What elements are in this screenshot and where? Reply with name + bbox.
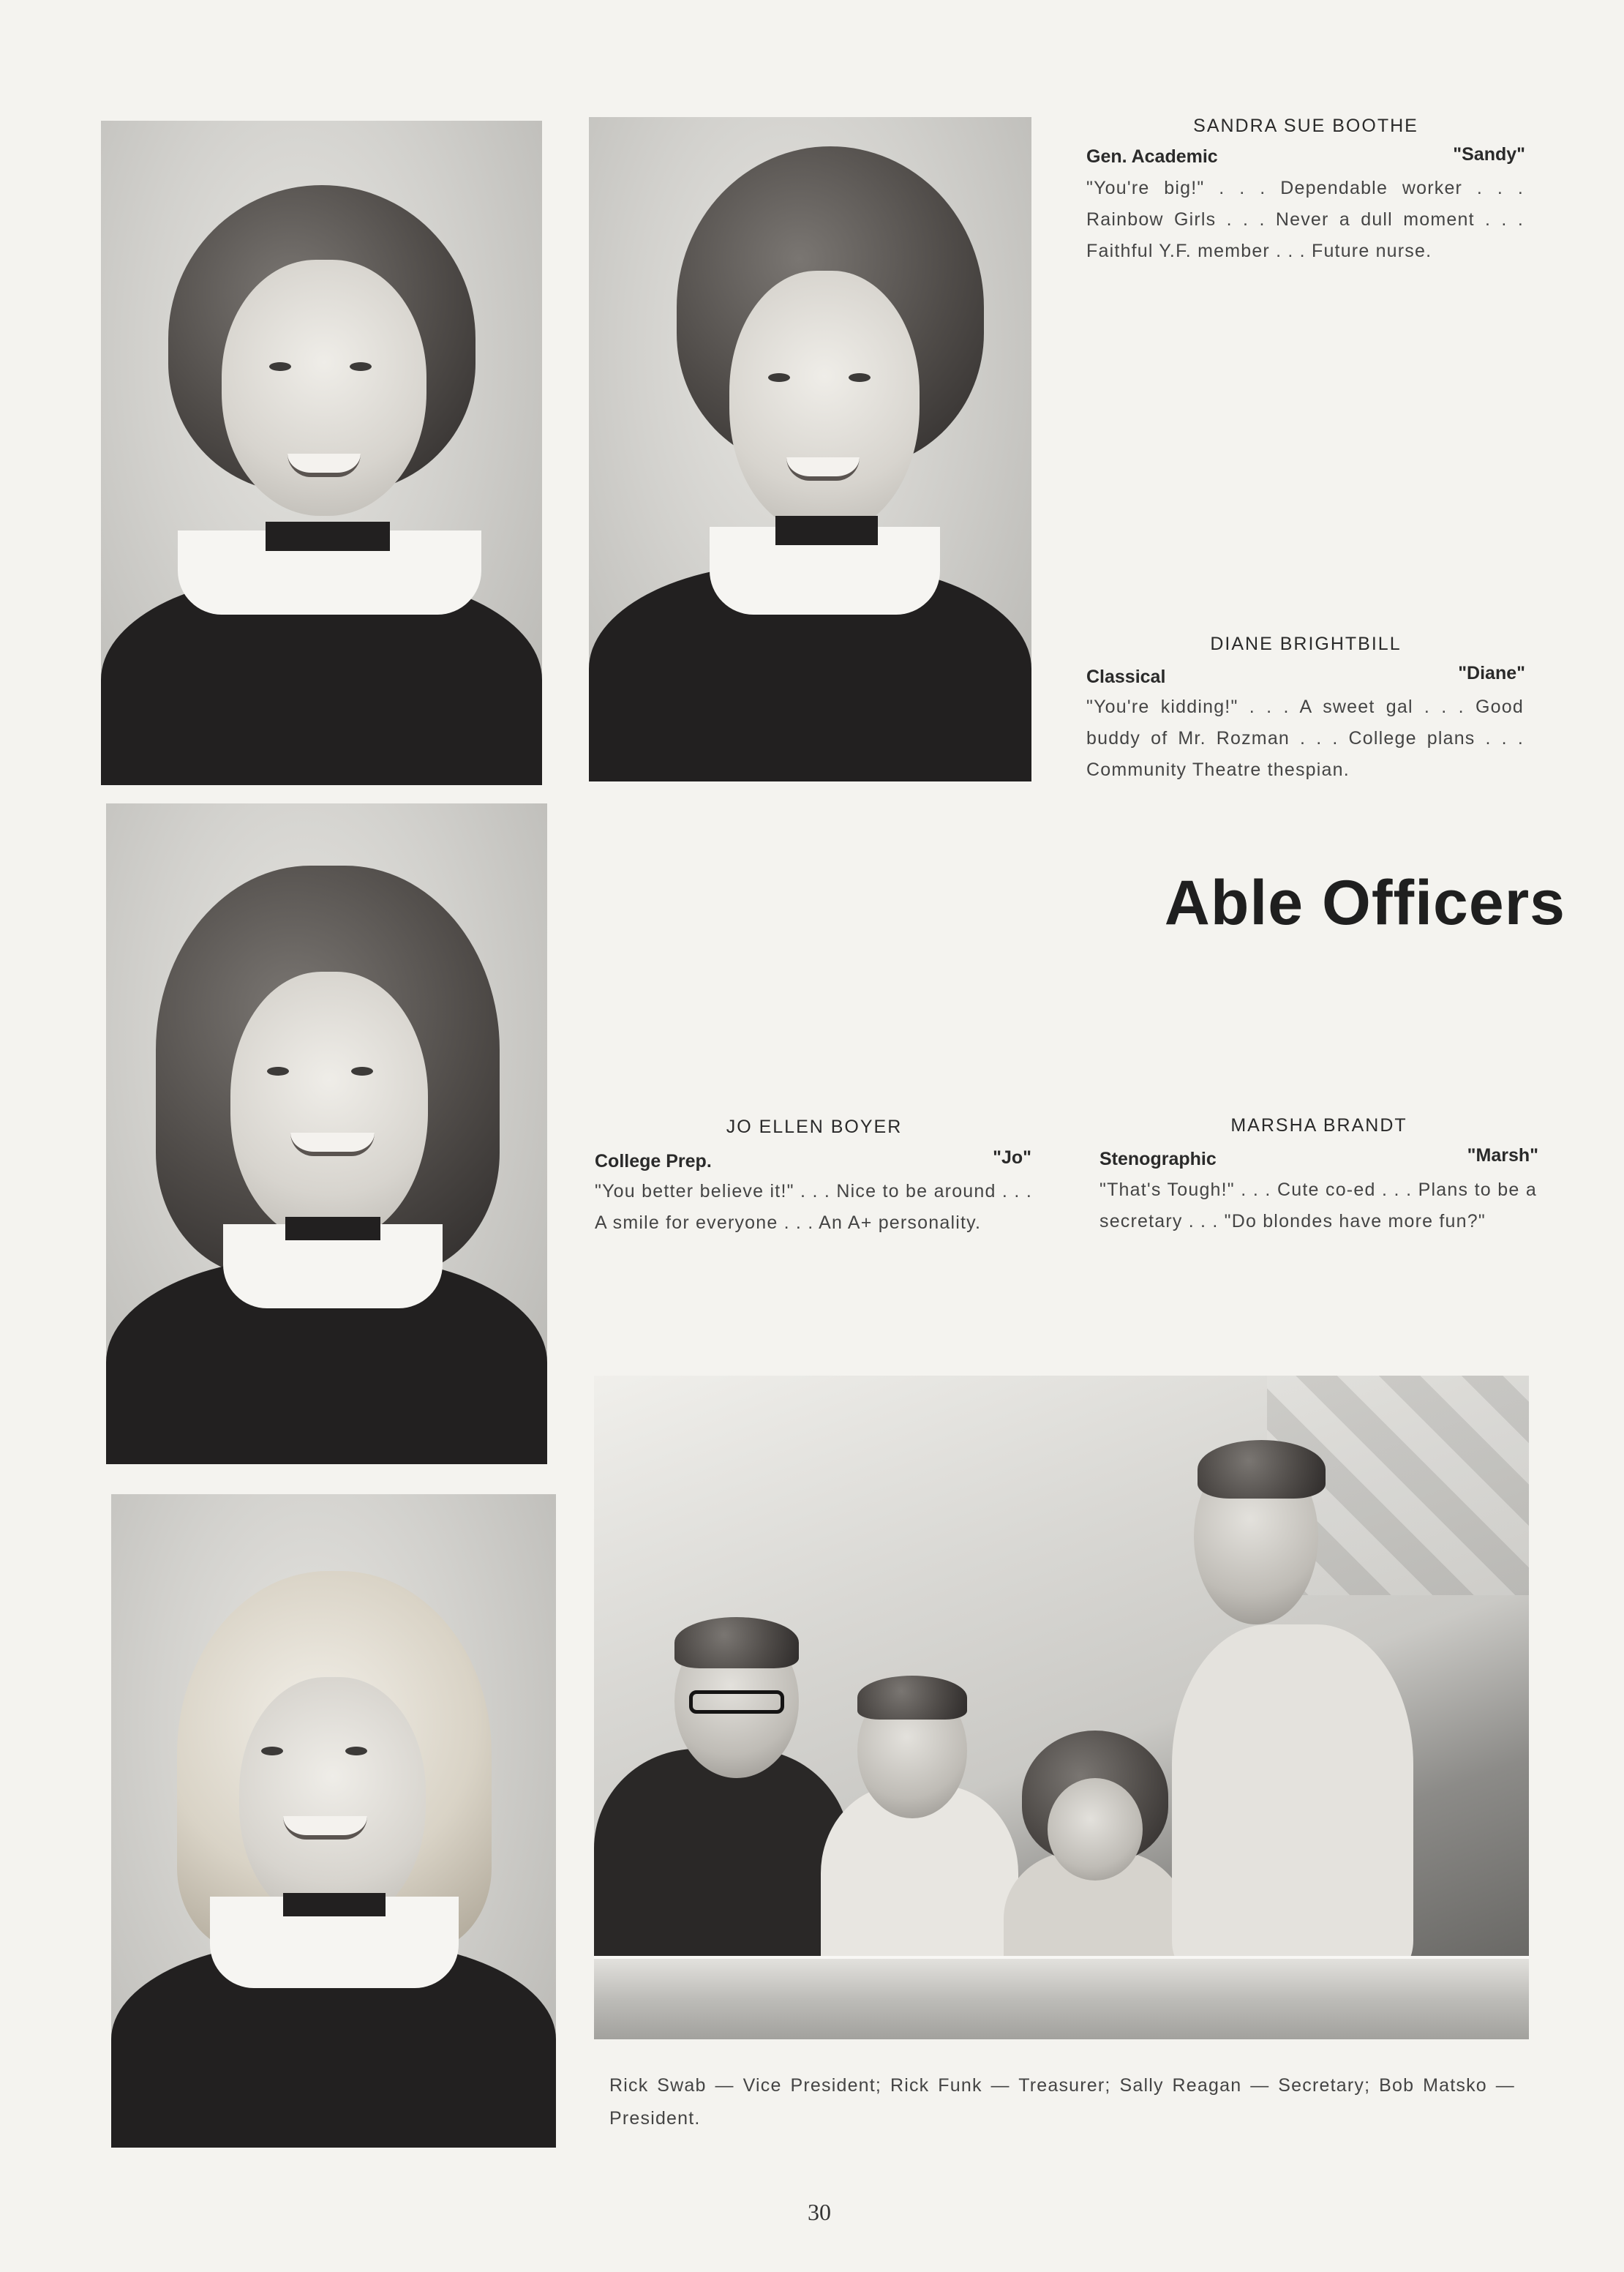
senior-curriculum: Stenographic bbox=[1099, 1149, 1217, 1169]
portrait-eye bbox=[269, 362, 291, 371]
portrait-photo-4 bbox=[111, 1494, 556, 2148]
portrait-sweater-neck bbox=[283, 1893, 386, 1916]
officer-figure-right bbox=[1165, 1449, 1443, 1961]
officer-hair bbox=[1198, 1440, 1326, 1499]
portrait-eye bbox=[350, 362, 372, 371]
senior-bio: "You better believe it!" . . . Nice to be around . . . A smile for everyone . . . An A+ personality. bbox=[595, 1181, 1032, 1233]
officer-glasses bbox=[689, 1690, 784, 1714]
senior-name: SANDRA SUE BOOTHE bbox=[1193, 116, 1418, 136]
portrait-face bbox=[239, 1677, 426, 1926]
senior-bio: "You're big!" . . . Dependable worker . . . Rainbow Girls . . . Never a dull moment . . . Faithful Y.F. member . . . Future nurse. bbox=[1086, 178, 1524, 261]
senior-nickname: "Sandy" bbox=[1453, 144, 1525, 165]
portrait-face bbox=[729, 271, 920, 534]
portrait-eye bbox=[261, 1747, 283, 1755]
senior-curriculum: Classical bbox=[1086, 667, 1166, 687]
page-number: 30 bbox=[808, 2199, 831, 2225]
officer-hair bbox=[857, 1676, 967, 1720]
senior-name: JO ELLEN BOYER bbox=[726, 1117, 903, 1137]
portrait-eye bbox=[351, 1067, 373, 1076]
officer-figure-middle bbox=[813, 1683, 1033, 1990]
senior-nickname: "Diane" bbox=[1458, 663, 1525, 683]
senior-bio: "You're kidding!" . . . A sweet gal . . . Good buddy of Mr. Rozman . . . College plans . . . Community Theatre thespian. bbox=[1086, 697, 1524, 780]
senior-nickname: "Marsh" bbox=[1467, 1145, 1538, 1166]
portrait-eye bbox=[345, 1747, 367, 1755]
portrait-sweater-neck bbox=[775, 516, 878, 545]
senior-curriculum: Gen. Academic bbox=[1086, 146, 1218, 167]
senior-name: DIANE BRIGHTBILL bbox=[1210, 634, 1402, 654]
portrait-smile bbox=[283, 1816, 367, 1840]
portrait-photo-2 bbox=[589, 117, 1031, 781]
officer-hair bbox=[674, 1617, 799, 1668]
officer-head bbox=[1048, 1778, 1143, 1881]
portrait-photo-1 bbox=[101, 121, 542, 785]
group-photo-caption: Rick Swab — Vice President; Rick Funk — Treasurer; Sally Reagan — Secretary; Bob Matsko — President. bbox=[609, 2075, 1515, 2129]
portrait-sweater-neck bbox=[285, 1217, 380, 1240]
officer-body bbox=[1172, 1624, 1413, 1976]
portrait-eye bbox=[267, 1067, 289, 1076]
officers-group-photo bbox=[594, 1376, 1529, 2039]
portrait-smile bbox=[290, 1133, 375, 1156]
portrait-eye bbox=[768, 373, 790, 382]
portrait-face bbox=[222, 260, 426, 516]
counter-ledge bbox=[594, 1956, 1529, 2039]
portrait-face bbox=[230, 972, 428, 1242]
senior-curriculum: College Prep. bbox=[595, 1151, 712, 1171]
page-headline: Able Officers bbox=[1164, 868, 1565, 938]
senior-bio: "That's Tough!" . . . Cute co-ed . . . Plans to be a secretary . . . "Do blondes have more fun?" bbox=[1099, 1180, 1537, 1231]
senior-name: MARSHA BRANDT bbox=[1230, 1115, 1407, 1136]
senior-nickname: "Jo" bbox=[993, 1147, 1031, 1168]
portrait-eye bbox=[849, 373, 871, 382]
portrait-photo-3 bbox=[106, 803, 547, 1464]
portrait-sweater-neck bbox=[266, 522, 390, 551]
